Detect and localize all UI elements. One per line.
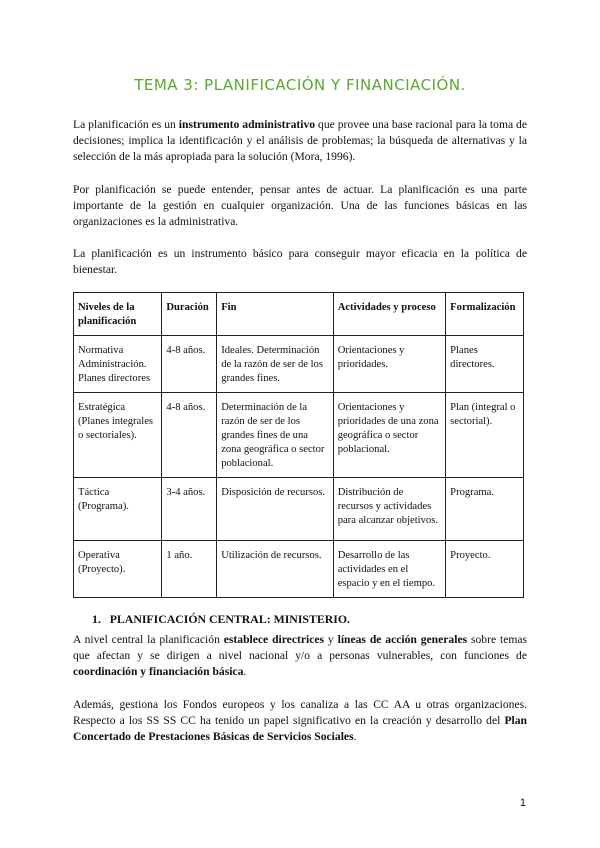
table-cell: Operativa (Proyecto).: [74, 541, 162, 598]
table-cell: Distribución de recursos y actividades para alcanzar objetivos.: [333, 478, 445, 541]
table-cell: Ideales. Determinación de la razón de ser de los grandes fines.: [217, 336, 334, 393]
table-row: [74, 393, 524, 478]
table-cell: Orientaciones y prioridades de una zona geográfica o sector poblacional.: [333, 393, 445, 478]
text-run: sobre temas que afectan y se dirigen a nivel nacional y/o a personas vulnerables, con funciones de: [73, 633, 528, 662]
text-run: que provee una base racional para la toma de decisiones; implica la identificación y el análisis de problemas; la búsqueda de alternativas y la selección de la más apropiada para la solución (Mora, 1996).: [73, 118, 528, 163]
table-cell: Planes directores.: [446, 336, 524, 393]
table-cell: Normativa Administración. Planes directores: [74, 336, 162, 393]
column-header: Duración: [162, 293, 217, 336]
table-cell: Proyecto.: [446, 541, 524, 598]
paragraph-planning: Por planificación se puede entender, pensar antes de actuar. La planificación es una parte importante de la gestión en cualquier organización. Una de las funciones básicas en las organizaciones es la administrativa.: [73, 183, 527, 228]
paragraph-funds: [73, 697, 527, 745]
paragraph-central: [73, 632, 527, 680]
table-cell: Táctica (Programa).: [74, 478, 162, 541]
column-header: Actividades y proceso: [333, 293, 445, 336]
table-cell: Orientaciones y prioridades.: [333, 336, 445, 393]
text-run: Además, gestiona los Fondos europeos y los canaliza a las CC AA u otras organizaciones. Respecto a los SS SS CC ha tenido un papel significativo en la creación y desarrollo del: [73, 698, 527, 727]
paragraph-definition: [73, 117, 527, 165]
text-run: A nivel central la planificación: [73, 633, 224, 646]
table-cell: 1 año.: [162, 541, 217, 598]
table-cell: Programa.: [446, 478, 524, 541]
table-row: [74, 478, 524, 541]
page-number: 1: [519, 797, 526, 809]
section-title: PLANIFICACIÓN CENTRAL: MINISTERIO.: [109, 612, 350, 626]
table-cell: Determinación de la razón de ser de los grandes fines de una zona geográfica o sector poblacional.: [217, 393, 334, 478]
table-header-row: [74, 293, 524, 336]
text-run: La planificación es un: [73, 118, 179, 131]
text-run: .: [353, 730, 357, 743]
planning-levels-table: [73, 292, 524, 598]
bold-term: instrumento administrativo: [178, 118, 316, 131]
text-run: y: [324, 633, 338, 646]
column-header: Niveles de la planificación: [74, 293, 162, 336]
paragraph-instrument: La planificación es un instrumento básico para conseguir mayor eficacia en la política de bienestar.: [73, 247, 527, 276]
section-heading: [92, 612, 350, 627]
bold-term: líneas de acción generales: [337, 633, 468, 646]
table-cell: 4-8 años.: [162, 393, 217, 478]
bold-term: coordinación y financiación básica: [73, 665, 244, 678]
table-cell: Estratégica (Planes integrales o sectoriales).: [74, 393, 162, 478]
page-title: TEMA 3: PLANIFICACIÓN Y FINANCIACIÓN.: [134, 76, 466, 94]
table-cell: 4-8 años.: [162, 336, 217, 393]
text-run: .: [243, 665, 247, 678]
column-header: Formalización: [446, 293, 524, 336]
table-row: [74, 336, 524, 393]
bold-term: establece directrices: [223, 633, 325, 646]
table-cell: 3-4 años.: [162, 478, 217, 541]
table-row: [74, 541, 524, 598]
section-number: 1.: [92, 612, 101, 626]
column-header: Fin: [217, 293, 334, 336]
bold-term: Plan Concertado de Prestaciones Básicas de Servicios Sociales: [73, 714, 527, 743]
table-cell: Disposición de recursos.: [217, 478, 334, 541]
table-cell: Plan (integral o sectorial).: [446, 393, 524, 478]
table-cell: Desarrollo de las actividades en el espacio y en el tiempo.: [333, 541, 445, 598]
table-cell: Utilización de recursos.: [217, 541, 334, 598]
